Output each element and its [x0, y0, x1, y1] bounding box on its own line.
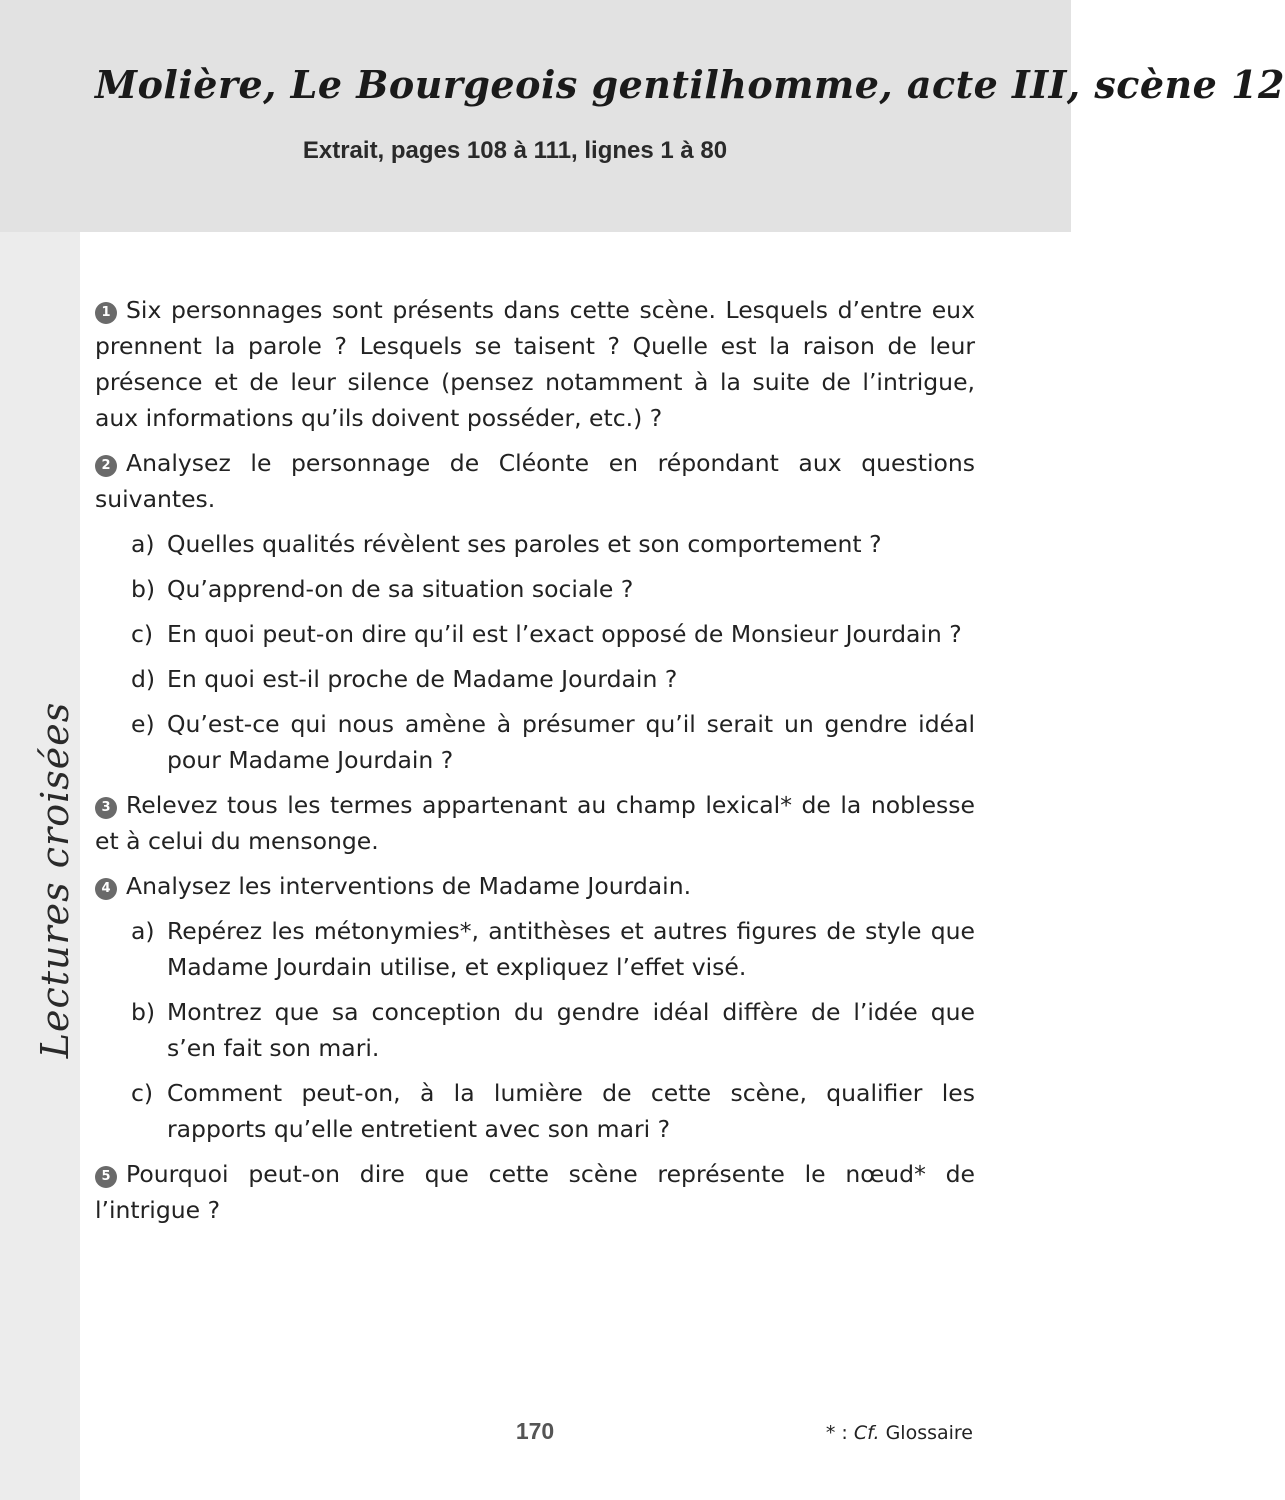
question-number-1: 1 — [95, 302, 117, 324]
glossary-note — [826, 1422, 973, 1444]
question-4 — [95, 868, 975, 904]
question-number-3: 3 — [95, 797, 117, 819]
sub-text: Qu’apprend-on de sa situation sociale ? — [167, 575, 634, 603]
sub-question-4b — [95, 994, 975, 1066]
question-2 — [95, 445, 975, 517]
sub-letter: b) — [131, 998, 156, 1026]
page-title: Molière, Le Bourgeois gentilhomme, acte III, scène 12 — [95, 62, 1285, 107]
page-number: 170 — [515, 1418, 555, 1444]
question-number-2: 2 — [95, 455, 117, 477]
sub-text: Quelles qualités révèlent ses paroles et son comportement ? — [167, 530, 882, 558]
sub-question-4a — [95, 913, 975, 985]
question-number-5: 5 — [95, 1166, 117, 1188]
page-subtitle: Extrait, pages 108 à 111, lignes 1 à 80 — [302, 137, 728, 164]
sub-letter: d) — [131, 665, 156, 693]
sub-question-2d — [95, 661, 975, 697]
question-text-1: Six personnages sont présents dans cette scène. Lesquels d’entre eux prennent la parole ? Lesquels se taisent ? Quelle est la raison de leur présence et de leur silence (pensez notamment à la suite de l’intrigue, aux informations qu’ils doivent posséder, etc.) ? — [95, 296, 975, 432]
sub-text: En quoi est-il proche de Madame Jourdain ? — [167, 665, 678, 693]
sub-letter: b) — [131, 575, 156, 603]
sub-text: Repérez les métonymies*, antithèses et autres figures de style que Madame Jourdain utilise, et expliquez l’effet visé. — [167, 917, 975, 981]
sub-question-2e — [95, 706, 975, 778]
sub-question-4c — [95, 1075, 975, 1147]
glossary-note-prefix: * : — [825, 1422, 848, 1444]
question-1 — [95, 292, 975, 436]
glossary-note-cf: Cf. — [853, 1422, 880, 1444]
sub-letter: c) — [131, 1079, 154, 1107]
sub-letter: c) — [131, 620, 154, 648]
question-text-4: Analysez les interventions de Madame Jourdain. — [126, 872, 692, 900]
question-number-4: 4 — [95, 878, 117, 900]
sub-letter: e) — [131, 710, 155, 738]
sub-question-2c — [95, 616, 975, 652]
sub-letter: a) — [131, 917, 155, 945]
glossary-note-text: Glossaire — [885, 1422, 973, 1444]
question-text-3: Relevez tous les termes appartenant au champ lexical* de la noblesse et à celui du mensonge. — [95, 791, 975, 855]
sub-question-2a — [95, 526, 975, 562]
question-5 — [95, 1156, 975, 1228]
question-3 — [95, 787, 975, 859]
header-band — [0, 0, 1285, 232]
sub-question-2b — [95, 571, 975, 607]
question-text-5: Pourquoi peut-on dire que cette scène représente le nœud* de l’intrigue ? — [95, 1160, 975, 1224]
sub-text: En quoi peut-on dire qu’il est l’exact opposé de Monsieur Jourdain ? — [167, 620, 962, 648]
sidebar-label: Lectures croisées — [33, 701, 77, 1059]
sub-letter: a) — [131, 530, 155, 558]
questions-list — [95, 292, 975, 1237]
question-text-2: Analysez le personnage de Cléonte en répondant aux questions suivantes. — [95, 449, 975, 513]
sub-text: Comment peut-on, à la lumière de cette scène, qualifier les rapports qu’elle entretient avec son mari ? — [167, 1079, 975, 1143]
sub-text: Qu’est-ce qui nous amène à présumer qu’il serait un gendre idéal pour Madame Jourdain ? — [167, 710, 975, 774]
sub-text: Montrez que sa conception du gendre idéal diffère de l’idée que s’en fait son mari. — [167, 998, 975, 1062]
